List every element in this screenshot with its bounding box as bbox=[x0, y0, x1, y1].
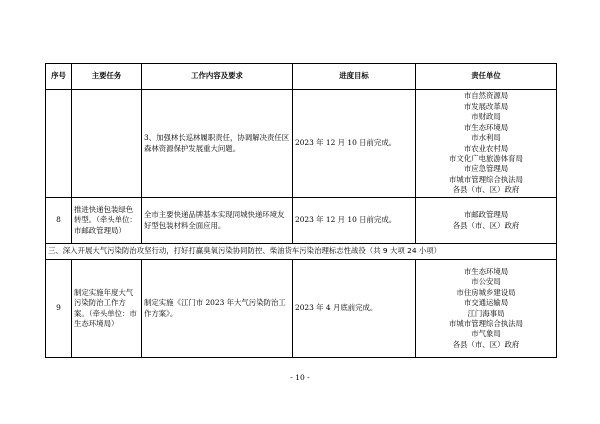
table-row bbox=[46, 260, 557, 358]
responsible-unit: 市文化广电旅游体育局 bbox=[449, 153, 523, 163]
header-no: 序号 bbox=[46, 64, 72, 90]
header-task: 主要任务 bbox=[72, 64, 142, 90]
row-7-responsible bbox=[416, 90, 557, 198]
responsible-unit: 市生态环境局 bbox=[463, 122, 509, 132]
row-9-task: 制定实施年度大气污染防治工作方案。（牵头单位：市生态环境局） bbox=[72, 260, 142, 358]
row-7-no bbox=[46, 90, 72, 198]
responsible-unit: 市自然资源局 bbox=[463, 91, 509, 101]
row-9-progress: 2023 年 4 月底前完成。 bbox=[293, 260, 416, 358]
row-9-requirement: 制定实施《江门市 2023 年大气污染防治工作方案》。 bbox=[142, 260, 293, 358]
responsible-unit: 市邮政管理局 bbox=[463, 210, 509, 220]
section-heading: 三、深入开展大气污染防治攻坚行动，打好打赢臭氧污染协同防控、柴油货车污染治理标志性战役（共 9 大项 24 小项） bbox=[46, 244, 557, 260]
table-row bbox=[46, 198, 557, 244]
row-9-no: 9 bbox=[46, 260, 72, 358]
row-7-task bbox=[72, 90, 142, 198]
row-7-requirement: 3、加强林长巡林履职责任，协调解决责任区森林资源保护发展重大问题。 bbox=[142, 90, 293, 198]
responsible-unit: 市财政局 bbox=[471, 112, 501, 122]
responsible-unit: 江门海事局 bbox=[467, 308, 505, 318]
table-header-row bbox=[46, 64, 557, 90]
responsible-unit: 市水利局 bbox=[471, 133, 501, 143]
responsible-unit: 市气象局 bbox=[471, 329, 501, 339]
section-heading-row bbox=[46, 244, 557, 260]
row-9-responsible bbox=[416, 260, 557, 358]
task-table bbox=[45, 63, 557, 358]
row-7-progress: 2023 年 12 月 10 日前完成。 bbox=[293, 90, 416, 198]
responsible-unit: 市城市管理综合执法局 bbox=[449, 318, 523, 328]
header-responsible: 责任单位 bbox=[416, 64, 557, 90]
responsible-unit: 市生态环境局 bbox=[463, 266, 509, 276]
row-8-progress: 2023 年 12 月 10 日前完成。 bbox=[293, 198, 416, 244]
row-8-responsible bbox=[416, 198, 557, 244]
row-8-requirement: 全市主要快递品牌基本实现同城快递环境友好型包装材料全面应用。 bbox=[142, 198, 293, 244]
row-8-task: 推进快递包装绿色转型。（牵头单位：市邮政管理局） bbox=[72, 198, 142, 244]
header-progress: 进度目标 bbox=[293, 64, 416, 90]
row-8-no: 8 bbox=[46, 198, 72, 244]
responsible-unit: 市交通运输局 bbox=[463, 298, 509, 308]
responsible-unit: 市应急管理局 bbox=[463, 164, 509, 174]
responsible-unit: 各县（市、区）政府 bbox=[452, 339, 520, 349]
responsible-unit: 市农业农村局 bbox=[463, 143, 509, 153]
header-requirement: 工作内容及要求 bbox=[142, 64, 293, 90]
page-number: - 10 - bbox=[290, 373, 310, 382]
responsible-unit: 市城市管理综合执法局 bbox=[449, 174, 523, 184]
table-row bbox=[46, 90, 557, 198]
responsible-unit: 市发展改革局 bbox=[463, 101, 509, 111]
responsible-unit: 各县（市、区）政府 bbox=[452, 185, 520, 195]
responsible-unit: 市公安局 bbox=[471, 277, 501, 287]
responsible-unit: 市住房城乡建设局 bbox=[456, 287, 516, 297]
responsible-unit: 各县（市、区）政府 bbox=[452, 220, 520, 230]
